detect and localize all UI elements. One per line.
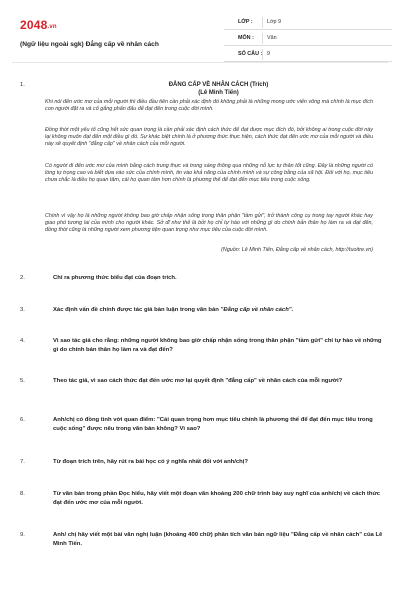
- question-number: 5.: [20, 378, 25, 384]
- meta-value: Lớp 9: [267, 19, 282, 25]
- passage-author: (Lê Minh Tiến): [198, 90, 239, 96]
- meta-key: SỐ CÂU :: [238, 51, 263, 57]
- meta-row-grade: [224, 14, 392, 30]
- meta-key: MÔN :: [238, 35, 254, 41]
- question-number: 7.: [20, 459, 25, 465]
- passage-paragraph: Chính vì vậy họ là những người không bao giờ chấp nhận sống trong thân phận "tầm gửi", trở thành công cụ trong tay người khác hay giao phó tương lai của mình cho người khác. Sở dĩ như thế là bởi họ chỉ tự hào với những gì do chính bản thân họ làm ra và đạt đến, đồng thời cũng là những người xem phương tiện quan trọng như mục tiêu của cuộc đời mình.: [45, 213, 373, 233]
- question-number: 1.: [20, 82, 25, 88]
- worksheet-title: (Ngữ liệu ngoài sgk) Đẳng cấp về nhân cách: [20, 41, 159, 48]
- worksheet-header: [12, 14, 392, 58]
- question-number: 9.: [20, 532, 25, 538]
- logo-tld: .vn: [47, 24, 57, 30]
- passage-paragraph: Đồng thời một yếu tố cũng hết sức quan trọng là cần phải xác định cách thức để đạt được mục đích đó, bởi không ai trong cuộc đời này lại không muốn đạt đến một điều gì đó. Sự khác biệt chính là ở phương thức thực hiện, cách thức đạt đến ước mơ của mỗi người và điều này sẽ quyết định "đẳng cấp" về nhân cách của mỗi người.: [45, 127, 373, 147]
- question-text: [53, 306, 384, 315]
- question-text: Theo tác giả, vì sao cách thức đạt đến ước mơ lại quyết định "đẳng cấp" về nhân cách của mỗi người?: [53, 378, 343, 384]
- question-text: Chỉ ra phương thức biểu đạt của đoạn trích.: [53, 275, 177, 281]
- question-text: Anh/ chị hãy viết một bài văn nghị luận (khoảng 400 chữ) phân tích văn bản ngữ liệu "Đẳng cấp về nhân cách" của Lê Minh Tiến.: [53, 532, 383, 547]
- question-text: Anh/chị có đồng tình với quan điểm: "Cái quan trọng hơn mục tiêu chính là phương thế để đạt đến mục tiêu trong cuộc sống" được nêu trong văn bản không? Vì sao?: [53, 417, 373, 432]
- meta-row-subject: [224, 30, 392, 46]
- question-number: 6.: [20, 417, 25, 423]
- passage-title: ĐẲNG CẤP VỀ NHÂN CÁCH (Trích): [168, 82, 269, 88]
- header-divider: [12, 62, 388, 63]
- logo-text: 2048: [20, 18, 48, 32]
- question-text-italic: "Đẳng cấp về nhân cách".: [220, 307, 294, 313]
- meta-row-count: [224, 46, 392, 62]
- meta-divider: [262, 49, 263, 60]
- question-text: Từ văn bản trong phần Đọc hiểu, hãy viết một đoạn văn khoảng 200 chữ trình bày suy nghĩ của anh/chị về cách thức đạt đến ước mơ của mỗi người.: [53, 491, 381, 506]
- question-text-main: Xác định vấn đề chính được tác giả bàn luận trong văn bản: [53, 307, 221, 313]
- question-number: 3.: [20, 307, 25, 313]
- meta-table: [224, 14, 392, 62]
- meta-value: Văn: [267, 35, 277, 41]
- site-logo[interactable]: [20, 18, 57, 32]
- meta-divider: [262, 33, 263, 44]
- passage-paragraph: Khi nói đến ước mơ của mỗi người thì điều đầu tiên cần phải xác định đó không phải là những mong ước viển vông mà chính là mục đích con người đặt ra và cố gắng phấn đấu để đạt đến trong cuộc đời mình.: [45, 99, 373, 112]
- meta-divider: [262, 17, 263, 28]
- meta-value: 9: [267, 51, 270, 57]
- passage-paragraph: Có người đi đến ước mơ của mình bằng cách trung thực và trong sáng thông qua những nỗ lực tự thân tốt cũng. Đây là những người có lòng tự trọng cao và biết dựa vào sức của chính mình, tin vào khả năng của chính mình và sự công bằng của xã hội. Đối với họ, mục tiêu chưa chắc là điều họ quan tâm, cái họ quan tâm hơn chính là phương thế để đạt đến mục tiêu trong cuộc sống.: [45, 163, 373, 183]
- question-text: Từ đoạn trích trên, hãy rút ra bài học có ý nghĩa nhất đối với anh/chị?: [53, 459, 249, 465]
- meta-key: LỚP :: [238, 19, 253, 25]
- question-number: 2.: [20, 275, 25, 281]
- question-number: 4.: [20, 338, 25, 344]
- question-text: Vì sao tác giả cho rằng: những người không bao giờ chấp nhận sống trong thân phận "tầm gửi" chỉ tự hào về những gì do chính bản thân họ làm ra và đạt đến?: [53, 338, 382, 353]
- question-number: 8.: [20, 491, 25, 497]
- passage-source: (Nguồn: Lê Minh Tiến, Đẳng cấp về nhân cách, http://tuoitre.vn): [221, 247, 373, 253]
